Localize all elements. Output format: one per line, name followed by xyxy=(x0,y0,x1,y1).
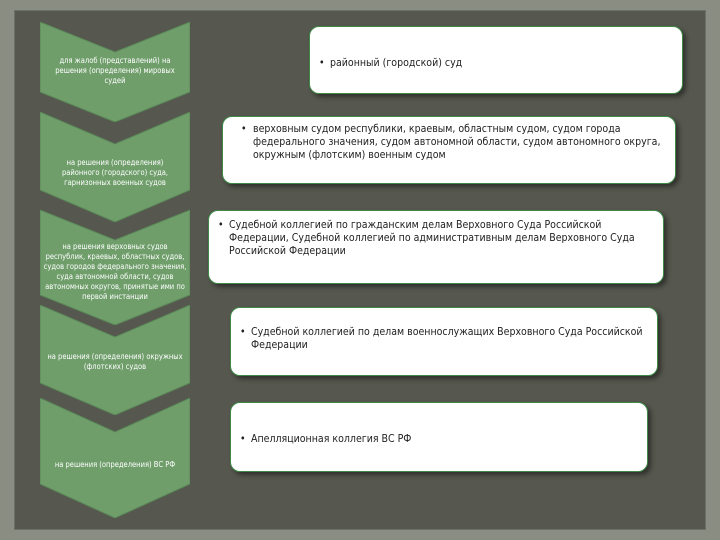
appeal-court-box-4 xyxy=(230,307,658,376)
box-text: верховным судом республики, краевым, областным судом, судом города федерального значения, судом автономной области, судом автономного округа, окружным (флотским) военным судом xyxy=(253,123,661,161)
box-text: районный (городской) суд xyxy=(330,57,463,69)
chevron-label: на решения (определения) районного (городского) суда, гарнизонных военных судов xyxy=(61,158,169,187)
chevron-shape xyxy=(40,398,190,518)
chevron-step-1 xyxy=(40,22,190,122)
appeal-court-box-2 xyxy=(222,116,676,184)
box-text: Судебной коллегией по гражданским делам Верховного Суда Российской Федерации, Судебной коллегией по административным делам Верховного Суда Российской Федерации xyxy=(229,219,635,257)
chevron-label: на решения (определения) окружных (флотских) судов xyxy=(47,352,183,371)
bullet-marker: • xyxy=(240,326,246,338)
chevron-step-2 xyxy=(40,112,190,222)
appeal-court-box-5 xyxy=(230,402,648,472)
box-text: Апелляционная коллегия ВС РФ xyxy=(251,433,412,445)
box-text: Судебной коллегией по делам военнослужащих Верховного Суда Российской Федерации xyxy=(251,326,643,351)
chevron-label: для жалоб (представлений) на решения (определения) мировых судей xyxy=(55,56,175,85)
appeal-court-box-1 xyxy=(309,26,683,94)
appeal-court-box-3 xyxy=(208,210,664,284)
chevron-step-5 xyxy=(40,398,190,518)
bullet-marker: • xyxy=(319,57,325,69)
chevron-label: на решения верховных судов республик, краевых, областных судов, судов городов федерального значения, суда автономной области, судов автономных округов, принятые ими по первой инстанции xyxy=(43,241,187,301)
bullet-marker: • xyxy=(241,123,247,135)
bullet-marker: • xyxy=(218,219,224,231)
chevron-label: на решения (определения) ВС РФ xyxy=(54,460,176,469)
bullet-marker: • xyxy=(240,433,246,445)
